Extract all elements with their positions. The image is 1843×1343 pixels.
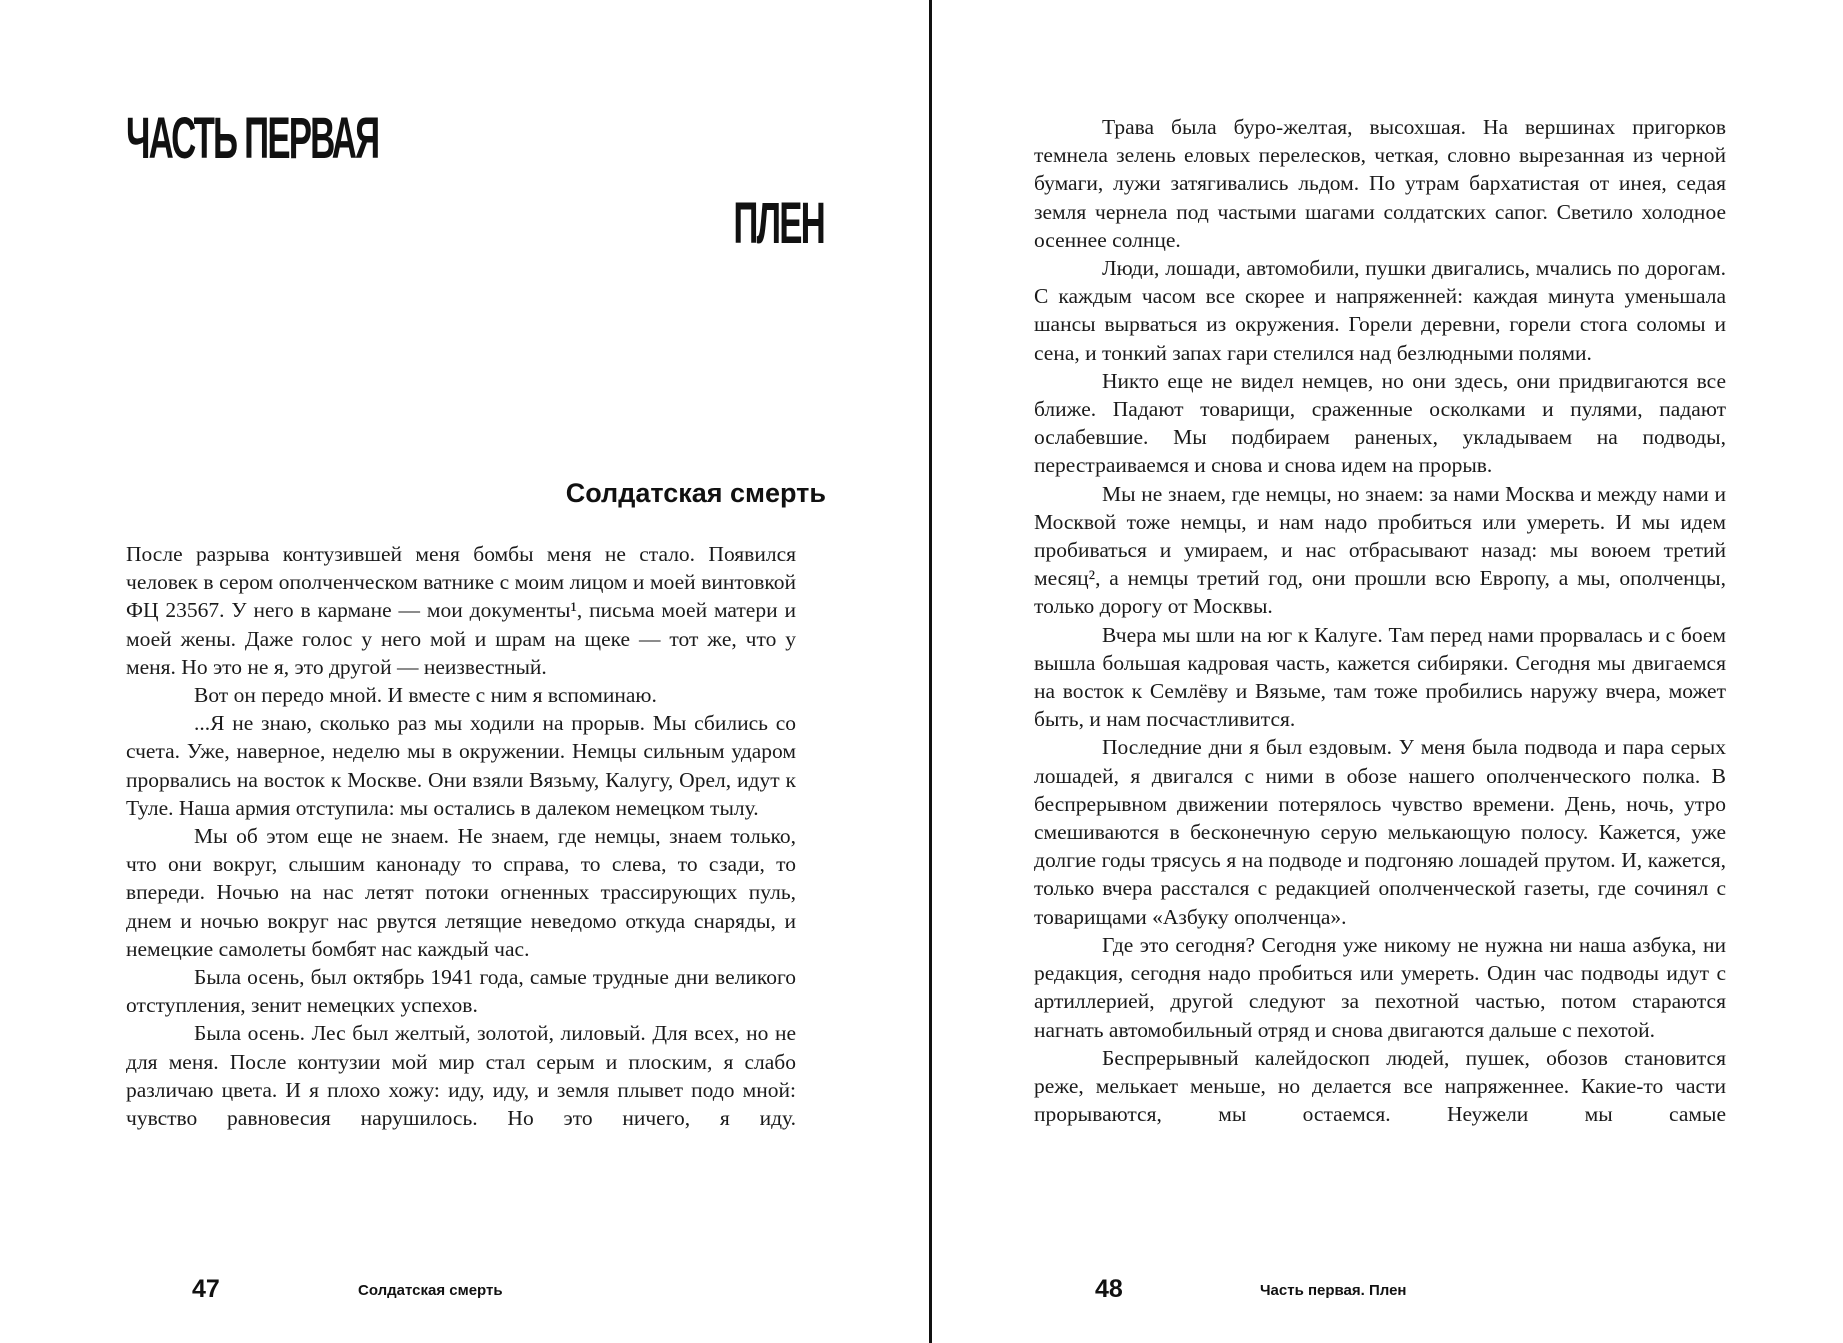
paragraph: Была осень. Лес был желтый, золотой, лиловый. Для всех, но не для меня. После контузии мой мир стал серым и плоским, я слабо различаю цвета. И я плохо хожу: иду, иду, и земля плывет подо мной: чувство равновесия нарушилось. Но это ничего, я иду.	[126, 1021, 796, 1131]
paragraph: Вот он передо мной. И вместе с ним я вспоминаю.	[194, 683, 657, 708]
page-number: 48	[1095, 1275, 1123, 1303]
running-head: Солдатская смерть	[358, 1282, 503, 1299]
paragraph: После разрыва контузившей меня бомбы меня не стало. Появился человек в сером ополченческом ватнике с моим лицом и моей винтовкой ФЦ 23567. У него в кармане — мои документы¹, письма моей матери и моей жены. Даже голос у него мой и шрам на щеке — тот же, что у меня. Но это не я, это другой — неизвестный.	[126, 542, 796, 679]
paragraph: Была осень, был октябрь 1941 года, самые трудные дни великого отступления, зенит немецких успехов.	[126, 965, 796, 1018]
book-spine	[929, 0, 932, 1343]
running-head: Часть первая. Плен	[1260, 1282, 1407, 1299]
paragraph: ...Я не знаю, сколько раз мы ходили на прорыв. Мы сбились со счета. Уже, наверное, неделю мы в окружении. Немцы сильным ударом прорвались на восток к Москве. Они взяли Вязьму, Калугу, Орел, идут к Туле. Наша армия отступила: мы остались в далеком немецком тылу.	[126, 711, 796, 820]
paragraph: Мы об этом еще не знаем. Не знаем, где немцы, знаем только, что они вокруг, слышим канонаду то справа, то слева, то сзади, то впереди. Ночью на нас летят потоки огненных трассирующих пуль, днем и ночью вокруг нас рвутся летящие неведомо откуда снаряды, и немецкие самолеты бомбят нас каждый час.	[126, 824, 796, 961]
left-page-body	[126, 540, 796, 1132]
paragraph: Люди, лошади, автомобили, пушки двигались, мчались по дорогам. С каждым часом все скорее и напряженней: каждая минута уменьшала шансы вырваться из окружения. Горели деревни, горели стога соломы и сена, и тонкий запах гари стелился над безлюдными полями.	[1034, 256, 1726, 365]
paragraph: Последние дни я был ездовым. У меня была подвода и пара серых лошадей, я двигался с ними в обозе нашего ополченческого полка. В беспрерывном движении потерялось чувство времени. День, ночь, утро смешиваются в бесконечную серую мелькающую полосу. Кажется, уже долгие годы трясусь я на подводе и подгоняю лошадей прутом. И, кажется, только вчера расстался с редакцией ополченческой газеты, где сочинял с товарищами «Азбуку ополченца».	[1034, 735, 1726, 929]
paragraph: Вчера мы шли на юг к Калуге. Там перед нами прорвалась и с боем вышла большая кадровая часть, кажется сибиряки. Сегодня мы двигаемся на восток к Семлёву и Вязьме, там тоже пробились наружу вчера, может быть, и нам посчастливится.	[1034, 622, 1726, 732]
part-title: ЧАСТЬ ПЕРВАЯ	[126, 106, 379, 171]
paragraph: Беспрерывный калейдоскоп людей, пушек, обозов становится реже, мелькает меньше, но делается все напряженнее. Какие-то части прорываются, мы остаемся. Неужели мы самые	[1034, 1045, 1726, 1127]
right-page	[934, 0, 1843, 1343]
paragraph: Мы не знаем, где немцы, но знаем: за нами Москва и между нами и Москвой тоже немцы, и нам надо пробиться или умереть. И мы идем пробиваться и умираем, и нас отбрасывают назад: мы воюем третий месяц², а немцы третий год, они прошли всю Европу, а мы, ополченцы, только дорогу от Москвы.	[1034, 481, 1726, 619]
paragraph: Трава была буро-желтая, высохшая. На вершинах пригорков темнела зелень еловых перелесков, четкая, словно вырезанная из черной бумаги, лужи затягивались льдом. По утрам бархатистая от инея, седая земля чернела под частыми шагами солдатских сапог. Светило холодное осеннее солнце.	[1034, 115, 1726, 252]
chapter-title: Солдатская смерть	[565, 478, 826, 508]
right-page-body	[1034, 113, 1726, 1128]
paragraph: Никто еще не видел немцев, но они здесь, они придвигаются все ближе. Падают товарищи, сраженные осколками и пулями, падают ослабевшие. Мы подбираем раненых, укладываем на подводы, перестраиваемся и снова и снова идем на прорыв.	[1034, 368, 1726, 478]
paragraph: Где это сегодня? Сегодня уже никому не нужна ни наша азбука, ни редакция, сегодня надо пробиться или умереть. Один час подводы идут с артиллерией, другой следуют за пехотной частью, потом стараются нагнать автомобильный отряд и снова двигаются дальше с пехотой.	[1034, 932, 1726, 1042]
page-number: 47	[192, 1275, 220, 1303]
section-title: ПЛЕН	[733, 191, 824, 256]
